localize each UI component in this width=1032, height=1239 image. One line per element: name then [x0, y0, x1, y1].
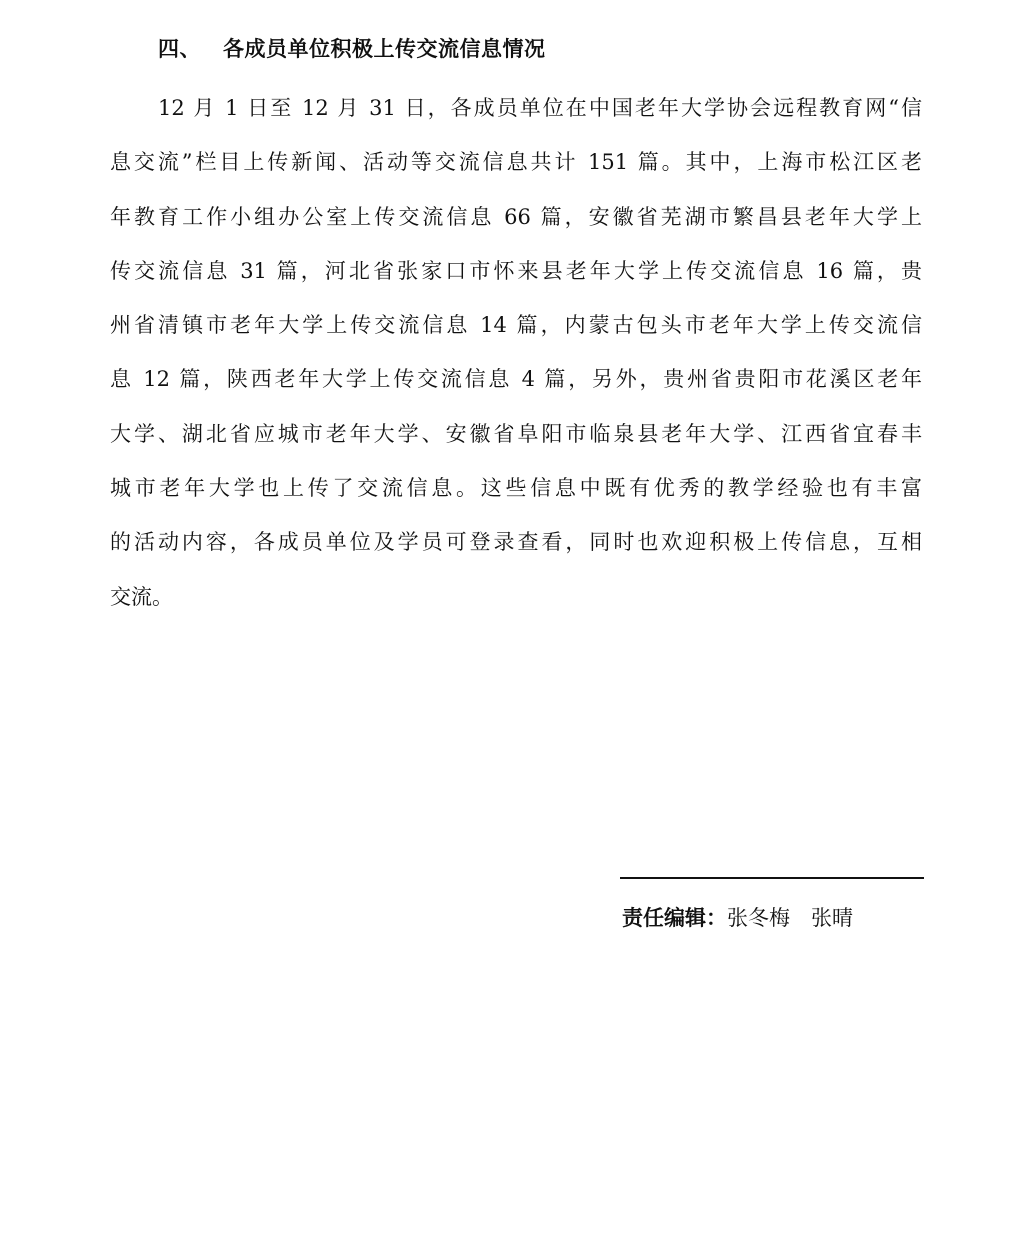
section-number: 四、 [158, 37, 201, 61]
section-title: 各成员单位积极上传交流信息情况 [223, 37, 546, 61]
body-line: 息交流”栏目上传新闻、活动等交流信息共计 151 篇。其中，上海市松江区老 [110, 150, 922, 175]
signature-divider [620, 877, 924, 879]
editor-label: 责任编辑： [622, 906, 727, 930]
body-line: 州省清镇市老年大学上传交流信息 14 篇，内蒙古包头市老年大学上传交流信 [110, 313, 922, 338]
body-line: 息 12 篇，陕西老年大学上传交流信息 4 篇，另外，贵州省贵阳市花溪区老年 [110, 367, 922, 392]
body-paragraph [110, 81, 922, 624]
editor-signature [622, 902, 853, 934]
body-line: 传交流信息 31 篇，河北省张家口市怀来县老年大学上传交流信息 16 篇，贵 [110, 258, 922, 283]
section-heading [158, 33, 546, 65]
body-line: 交流。 [110, 584, 173, 609]
body-line: 年教育工作小组办公室上传交流信息 66 篇，安徽省芜湖市繁昌县老年大学上 [110, 204, 922, 229]
body-line: 12 月 1 日至 12 月 31 日，各成员单位在中国老年大学协会远程教育网“信 [158, 96, 922, 120]
body-line: 的活动内容，各成员单位及学员可登录查看，同时也欢迎积极上传信息，互相 [110, 530, 922, 555]
body-line: 大学、湖北省应城市老年大学、安徽省阜阳市临泉县老年大学、江西省宜春丰 [110, 421, 922, 446]
body-line: 城市老年大学也上传了交流信息。这些信息中既有优秀的教学经验也有丰富 [110, 476, 922, 501]
editor-names: 张冬梅 张晴 [727, 906, 853, 930]
